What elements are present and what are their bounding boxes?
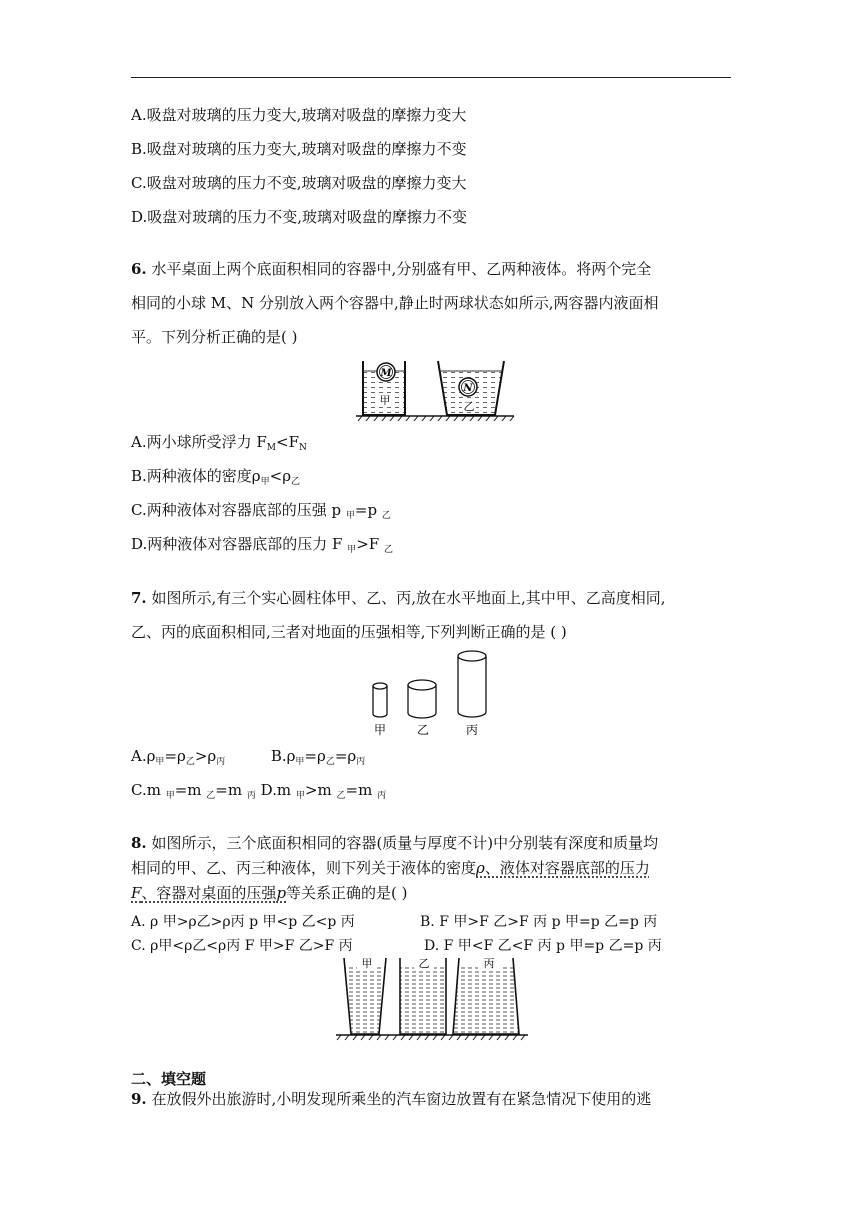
q8-label-bing: 丙 bbox=[483, 957, 495, 970]
q7-option-b: $B.\rho_甲=\rho_乙=\rho_丙$ bbox=[270, 747, 366, 767]
q8-number: 8. bbox=[131, 834, 147, 852]
q7-number: 7. bbox=[131, 589, 147, 607]
q8-liquid-yi bbox=[400, 966, 446, 1034]
q7-stem-line2: 乙、丙的底面积相同,三者对地面的压强相等,下列判断正确的是 ( ) bbox=[131, 623, 567, 641]
q8-liquid-bing bbox=[453, 966, 519, 1034]
q7-label-yi: 乙 bbox=[416, 723, 430, 737]
q8-label-yi: 乙 bbox=[418, 957, 430, 970]
q8-stem-line1: 8. 如图所示，三个底面积相同的容器(质量与厚度不计)中分别装有深度和质量均 bbox=[131, 834, 659, 852]
q5-option-c: C.吸盘对玻璃的压力不变,玻璃对吸盘的摩擦力变大 bbox=[131, 174, 467, 192]
q6-ball-m-label: M bbox=[380, 368, 392, 379]
q7-options-ab bbox=[131, 746, 365, 772]
q8-option-c: C. ρ甲<ρ乙<ρ丙 F 甲>F 乙>F 丙 bbox=[131, 938, 353, 954]
q6-option-b: B.两种液体的密度$\rho_甲<\rho_乙$ bbox=[131, 467, 301, 487]
q6-option-a: A.两小球所受浮力 $F_M<F_N$ bbox=[131, 433, 307, 453]
q8-stem-line2: 相同的甲、乙、丙三种液体，则下列关于液体的密度ρ、液体对容器底部的压力 bbox=[131, 859, 650, 877]
q7-stem-line1: 7. 如图所示,有三个实心圆柱体甲、乙、丙,放在水平地面上,其中甲、乙高度相同, bbox=[131, 589, 666, 607]
q8-figure bbox=[334, 954, 530, 1042]
q6-option-d: D.两种液体对容器底部的压力 F $_甲$>F $_乙$ bbox=[131, 535, 393, 555]
q6-label-right: 乙 bbox=[463, 400, 475, 413]
q7-options-cd bbox=[131, 780, 386, 806]
q7-cylinder-bing bbox=[458, 651, 486, 717]
q9-stem-line1: 9. 在放假外出旅游时,小明发现所乘坐的汽车窗边放置有在紧急情况下使用的逃 bbox=[131, 1090, 652, 1108]
q8-option-d: D. F 甲<F 乙<F 丙 p 甲=p 乙=p 丙 bbox=[424, 938, 662, 954]
q6-stem-line3: 平。下列分析正确的是( ) bbox=[131, 328, 298, 346]
q7-cylinder-jia bbox=[373, 683, 387, 717]
q7-option-a: $A.\rho_甲=\rho_乙>\rho_丙$ bbox=[131, 747, 226, 767]
section-heading: 二、填空题 bbox=[131, 1070, 207, 1088]
q8-option-b: B. F 甲>F 乙>F 丙 p 甲=p 乙=p 丙 bbox=[420, 914, 658, 930]
q6-ball-n-label: N bbox=[463, 383, 473, 394]
q7-label-bing: 丙 bbox=[465, 723, 479, 737]
q7-label-jia: 甲 bbox=[373, 723, 387, 737]
q6-label-left: 甲 bbox=[379, 394, 391, 407]
q9-number: 9. bbox=[131, 1090, 147, 1108]
q7-option-c: C.m $_甲$=m $_乙$=m $_丙$ bbox=[131, 781, 256, 801]
q8-option-a: A. ρ 甲>ρ乙>ρ丙 p 甲<p 乙<p 丙 bbox=[131, 914, 355, 930]
q5-option-a: A.吸盘对玻璃的压力变大,玻璃对吸盘的摩擦力变大 bbox=[131, 106, 467, 124]
q6-figure bbox=[354, 355, 516, 423]
q7-figure bbox=[366, 648, 492, 740]
q5-option-d: D.吸盘对玻璃的压力不变,玻璃对吸盘的摩擦力不变 bbox=[131, 208, 468, 226]
header-rule bbox=[131, 77, 731, 78]
q6-stem-line1: 6. 水平桌面上两个底面积相同的容器中,分别盛有甲、乙两种液体。将两个完全 bbox=[131, 260, 652, 278]
q6-stem-line2: 相同的小球 M、N 分别放入两个容器中,静止时两球状态如所示,两容器内液面相 bbox=[131, 294, 659, 312]
q6-number: 6. bbox=[131, 260, 147, 278]
q7-option-d: D.m $_甲$>m $_乙$=m $_丙$ bbox=[260, 781, 387, 801]
q8-stem-line3: F、容器对桌面的压强p等关系正确的是( ) bbox=[131, 884, 408, 902]
q8-label-jia: 甲 bbox=[361, 957, 373, 970]
q5-option-b: B.吸盘对玻璃的压力变大,玻璃对吸盘的摩擦力不变 bbox=[131, 140, 467, 158]
q6-option-c: C.两种液体对容器底部的压强 p $_甲$=p $_乙$ bbox=[131, 501, 391, 521]
q7-cylinder-yi bbox=[408, 680, 436, 718]
